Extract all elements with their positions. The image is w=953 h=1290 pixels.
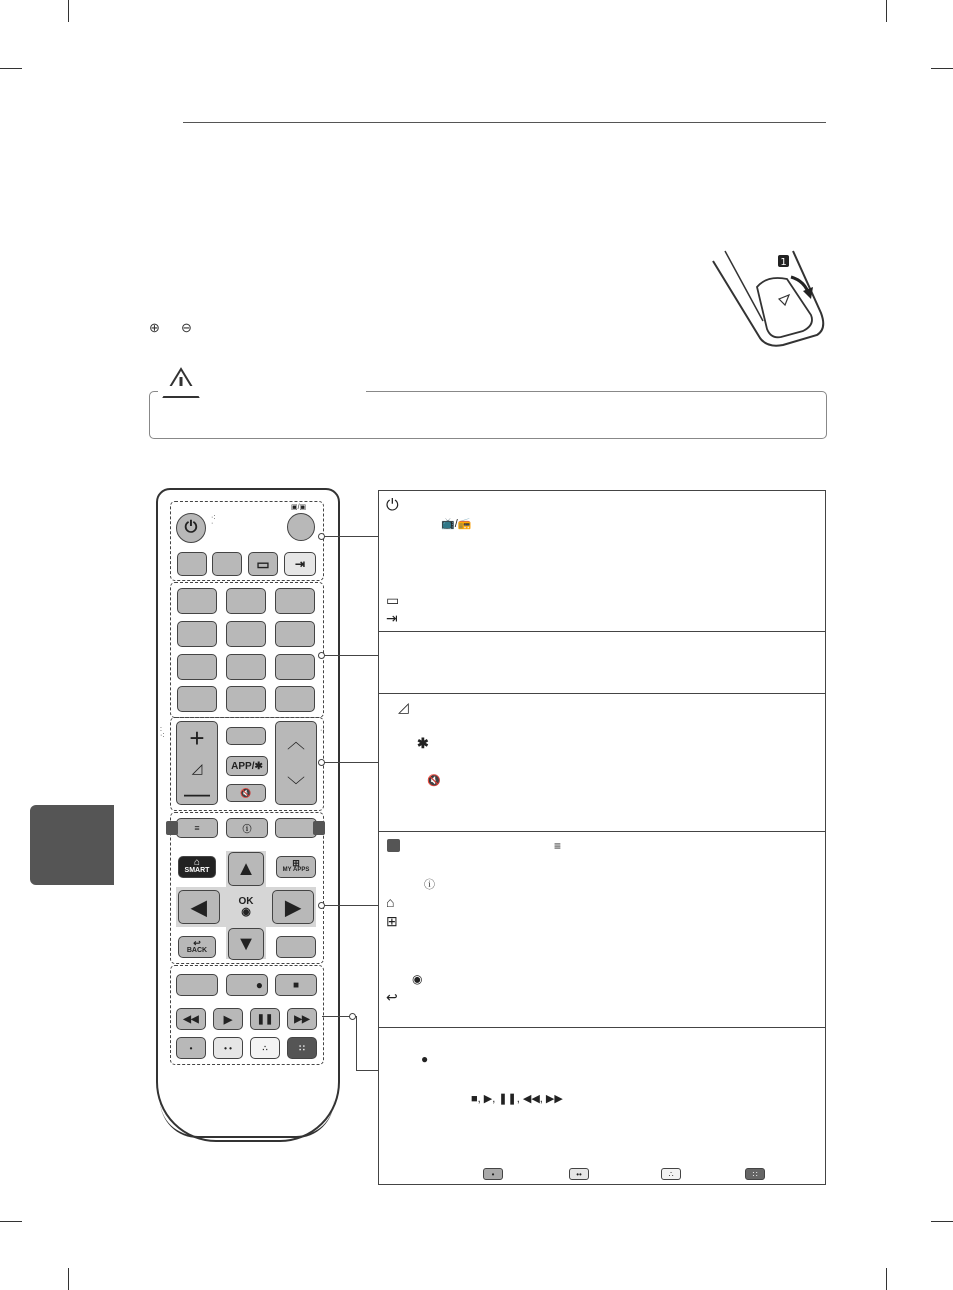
playback-icons: ■, ▶, ❚❚, ◀◀, ▶▶	[471, 1093, 563, 1105]
volume-icon: ◿	[191, 759, 203, 776]
ok-icon: ◉	[241, 906, 251, 918]
caution-box-gap	[158, 386, 366, 396]
number-button[interactable]	[226, 654, 266, 680]
caution-box	[149, 391, 827, 439]
two-dot-icon: • •	[224, 1043, 232, 1053]
leader-dot	[318, 759, 325, 766]
app-button[interactable]	[226, 756, 268, 776]
pause-icon: ❚❚	[256, 1013, 274, 1025]
marker-square	[166, 821, 178, 835]
chapter-tab	[30, 805, 114, 885]
up-arrow-button[interactable]	[228, 852, 264, 886]
tv-rad-label-icon: ▣/▣	[291, 504, 307, 511]
arrow-down-icon: ▼	[236, 932, 256, 955]
leader-dot	[318, 902, 325, 909]
crop-mark	[68, 0, 69, 22]
rewind-icon: ◀◀	[183, 1013, 199, 1025]
number-button[interactable]	[275, 686, 315, 712]
crop-mark	[931, 1221, 953, 1222]
header-rule	[183, 122, 826, 123]
volume-icon: ◿	[398, 699, 409, 715]
leader-line	[322, 762, 378, 763]
myapps-icon: ⊞	[386, 913, 398, 929]
ok-button[interactable]	[228, 890, 264, 924]
back-label: BACK	[186, 947, 208, 954]
dots-marker: : ·:	[160, 726, 165, 739]
stop-icon: ■	[292, 979, 300, 991]
power-icon: ⏻	[184, 519, 198, 536]
volume-rocker[interactable]	[176, 721, 218, 808]
remote-button[interactable]	[212, 552, 242, 576]
leader-line	[322, 655, 378, 656]
arrow-right-icon: ▶	[285, 896, 301, 919]
back-icon: ↩	[193, 938, 201, 948]
channel-rocker[interactable]	[275, 721, 317, 805]
panel-playback	[378, 1027, 826, 1185]
pause-button[interactable]	[250, 1008, 280, 1030]
right-arrow-button[interactable]	[272, 890, 314, 924]
number-button[interactable]	[226, 588, 266, 614]
play-button[interactable]	[213, 1008, 243, 1030]
panel-power	[378, 490, 826, 632]
home-icon: ⌂	[193, 857, 201, 868]
play-icon: ▶	[223, 1013, 233, 1026]
chevron-up-icon: ︿	[287, 732, 305, 752]
leader-dot	[318, 533, 325, 540]
mute-button[interactable]	[226, 784, 266, 802]
dots-marker: ·: ·	[211, 514, 216, 527]
remote-battery-illustration	[705, 243, 830, 353]
tv-radio-icon: 📺/📻	[441, 518, 472, 530]
svg-text:1: 1	[780, 257, 787, 268]
ok-icon: ◉	[412, 972, 423, 986]
ratio-icon: ▭	[256, 555, 270, 572]
three-dot-icon: ∴	[262, 1043, 268, 1053]
teletext-icon: ≡	[554, 839, 562, 853]
left-arrow-button[interactable]	[178, 890, 220, 924]
leader-line	[322, 536, 378, 537]
info-icon: ⓘ	[424, 879, 435, 891]
leader-dot	[318, 652, 325, 659]
remote-button[interactable]	[226, 727, 266, 745]
crop-mark	[0, 68, 22, 69]
yellow-button-icon: ∴	[661, 1168, 681, 1180]
mute-icon: 🔇	[240, 787, 252, 798]
number-button[interactable]	[275, 654, 315, 680]
green-button[interactable]	[213, 1037, 243, 1059]
red-button-icon: •	[483, 1168, 503, 1180]
stop-button[interactable]	[275, 974, 317, 996]
plus-icon: +	[189, 723, 205, 753]
smart-home-button[interactable]	[178, 856, 216, 878]
one-dot-icon: •	[189, 1043, 193, 1053]
marker-square	[313, 821, 325, 835]
green-button-icon: ••	[569, 1168, 589, 1180]
input-icon: ⇥	[294, 557, 306, 571]
number-button[interactable]	[226, 621, 266, 647]
teletext-icon: ≡	[194, 823, 200, 833]
blue-button[interactable]	[287, 1037, 317, 1059]
crop-mark	[68, 1268, 69, 1290]
number-button[interactable]	[177, 686, 217, 712]
app-label: APP/✱	[231, 760, 263, 772]
ratio-button[interactable]	[248, 552, 278, 576]
ratio-icon: ▭	[386, 592, 400, 608]
rewind-button[interactable]	[176, 1008, 206, 1030]
chevron-down-icon: ﹀	[287, 776, 305, 796]
panel-numbers	[378, 631, 826, 694]
power-icon: ⏻	[386, 497, 399, 514]
home-icon: ⌂	[386, 894, 395, 910]
minus-icon: —	[184, 778, 210, 808]
number-button[interactable]	[177, 588, 217, 614]
dots-marker: ··	[320, 727, 325, 734]
myapps-label: MY APPS	[282, 867, 310, 873]
input-button[interactable]	[284, 552, 316, 576]
crop-mark	[886, 0, 887, 22]
marker-square	[387, 839, 400, 852]
remote-button[interactable]	[176, 974, 218, 996]
power-button[interactable]	[176, 513, 206, 543]
number-button[interactable]	[177, 621, 217, 647]
red-button[interactable]	[176, 1037, 206, 1059]
back-button[interactable]	[178, 936, 216, 958]
fast-forward-icon: ▶▶	[294, 1013, 310, 1025]
remote-button[interactable]	[177, 552, 207, 576]
number-button[interactable]	[226, 686, 266, 712]
minus-terminal-icon: ⊖	[181, 320, 192, 335]
remote-button[interactable]	[276, 936, 316, 958]
blue-button-icon: ∷	[745, 1168, 765, 1180]
panel-navigation	[378, 831, 826, 1028]
yellow-button[interactable]	[250, 1037, 280, 1059]
info-button[interactable]	[226, 818, 268, 838]
number-button[interactable]	[275, 621, 315, 647]
down-arrow-button[interactable]	[228, 928, 264, 960]
leader-line	[322, 905, 378, 906]
crop-mark	[931, 68, 953, 69]
remote-bottom-curve	[160, 1100, 334, 1138]
star-icon: ✱	[417, 735, 429, 751]
smart-label: SMART	[184, 867, 210, 874]
info-icon: ⓘ	[242, 823, 252, 834]
myapps-button[interactable]	[276, 856, 316, 878]
plus-terminal-icon: ⊕	[149, 320, 160, 335]
crop-mark	[0, 1221, 22, 1222]
record-icon: ●	[421, 1052, 429, 1066]
record-button[interactable]	[226, 974, 268, 996]
leader-dot	[349, 1013, 356, 1020]
teletext-button[interactable]	[176, 818, 218, 838]
arrow-left-icon: ◀	[191, 896, 207, 919]
input-icon: ⇥	[386, 610, 398, 626]
number-button[interactable]	[177, 654, 217, 680]
leader-line	[356, 1070, 378, 1071]
back-icon: ↩	[386, 989, 398, 1005]
leader-line	[356, 1016, 357, 1070]
tv-rad-button[interactable]	[287, 513, 315, 541]
ok-label: OK	[238, 896, 254, 907]
number-button[interactable]	[275, 588, 315, 614]
record-icon: ●	[255, 978, 263, 992]
myapps-icon: ⊞	[292, 858, 300, 868]
four-dot-icon: ∷	[299, 1042, 305, 1053]
crop-mark	[886, 1268, 887, 1290]
panel-volume	[378, 693, 826, 832]
mute-icon: 🔇	[427, 775, 441, 787]
fast-forward-button[interactable]	[287, 1008, 317, 1030]
arrow-up-icon: ▲	[236, 857, 256, 880]
remote-button[interactable]	[275, 818, 317, 838]
